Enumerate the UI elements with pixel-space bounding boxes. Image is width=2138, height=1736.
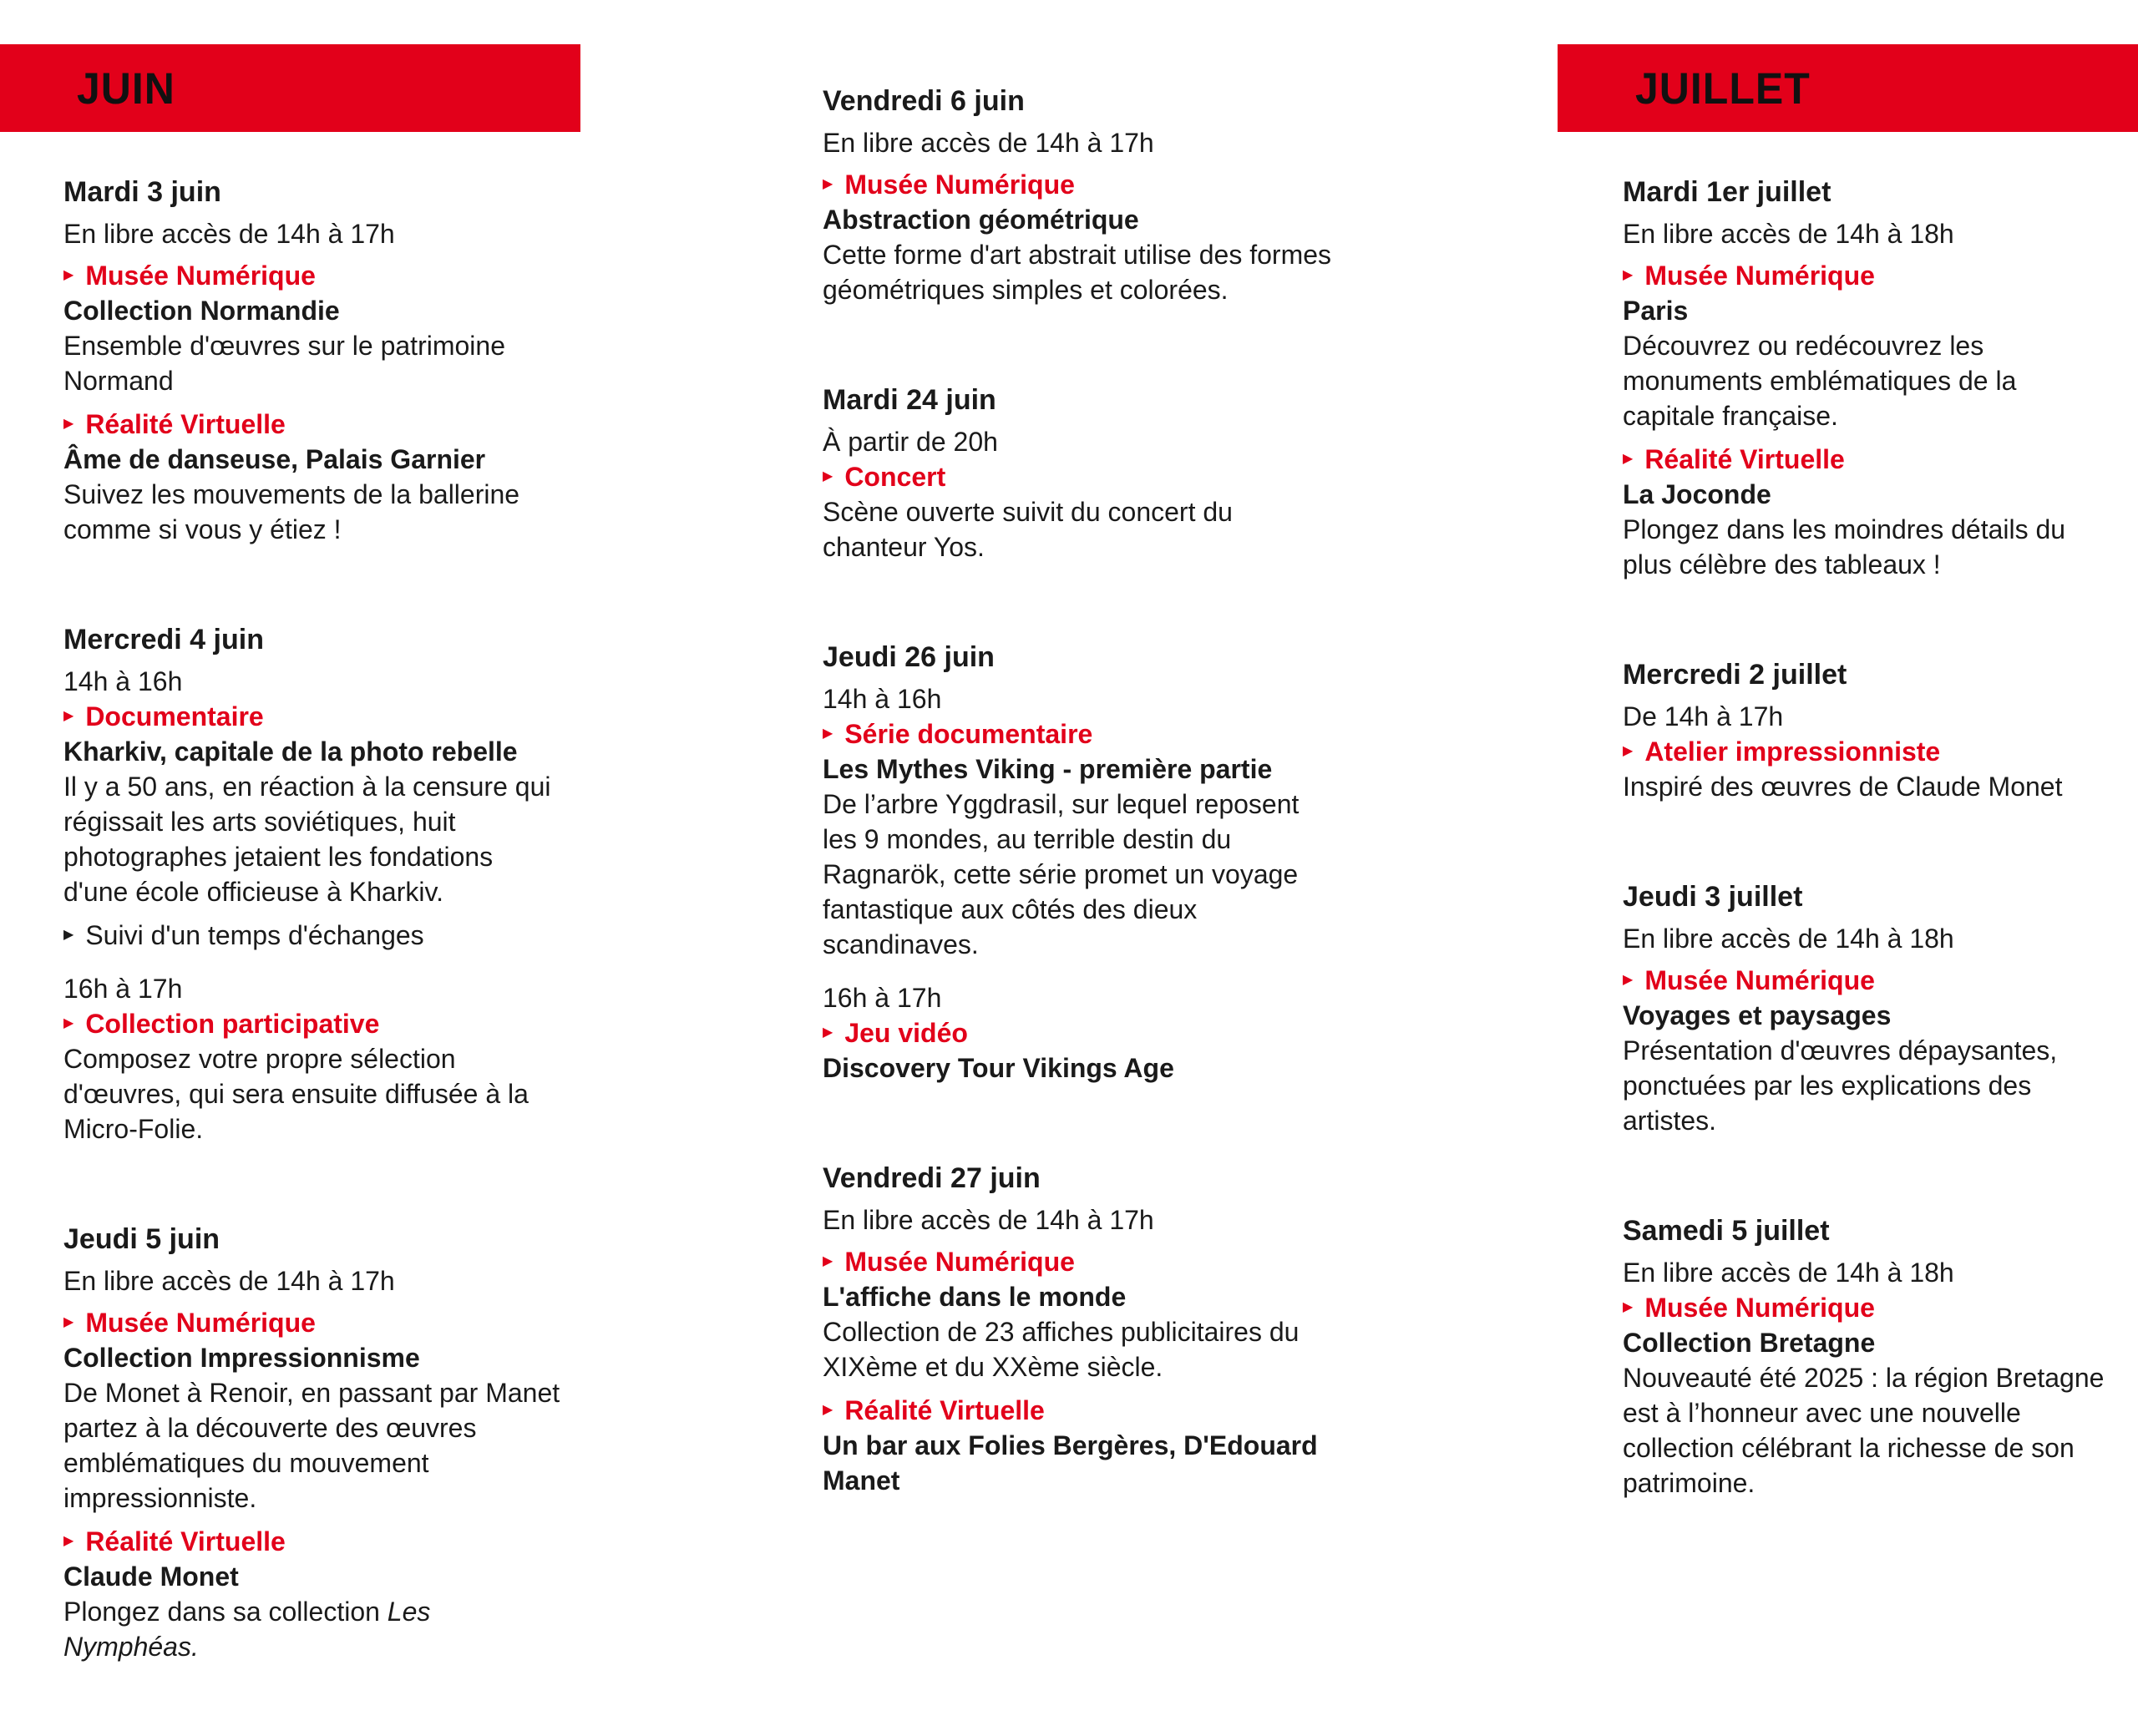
triangle-right-icon: ▶	[63, 1016, 74, 1030]
activity-title: Paris	[1623, 296, 1689, 326]
triangle-right-icon: ▶	[1623, 744, 1634, 758]
triangle-right-icon: ▶	[1623, 973, 1634, 987]
activity-title: Âme de danseuse, Palais Garnier	[63, 444, 486, 474]
activity-title: Un bar aux Folies Bergères, D'Edouard Manet	[823, 1430, 1318, 1496]
event-day	[63, 1218, 565, 1664]
activity-description: Suivez les mouvements de la ballerine comme si vous y étiez !	[63, 479, 520, 544]
day-title: Mardi 3 juin	[63, 176, 221, 208]
activity-description: Plongez dans les moindres détails du plus célèbre des tableaux !	[1623, 514, 2066, 580]
day-title: Mardi 24 juin	[823, 384, 996, 416]
event-time: En libre accès de 14h à 18h	[1623, 1258, 1954, 1288]
event-time: En libre accès de 14h à 17h	[823, 128, 1154, 158]
triangle-right-icon: ▶	[63, 417, 74, 431]
activity-description: Découvrez ou redécouvrez les monuments emblématiques de la capitale française.	[1623, 331, 2017, 431]
triangle-right-icon: ▶	[823, 469, 833, 483]
activity-category: ▶ Musée Numérique	[1623, 963, 2115, 998]
activity-note: ▶ Suivi d'un temps d'échanges	[63, 918, 565, 953]
event-day	[823, 80, 1340, 307]
activity-category: ▶ Réalité Virtuelle	[823, 1393, 1340, 1428]
activity-description: Nouveauté été 2025 : la région Bretagne est à l’honneur avec une nouvelle collection célébrant la richesse de son patrimoine.	[1623, 1363, 2105, 1498]
activity-title: Kharkiv, capitale de la photo rebelle	[63, 736, 518, 767]
activity-description: Composez votre propre sélection d'œuvres, qui sera ensuite diffusée à la Micro-Folie.	[63, 1044, 529, 1144]
activity-description: Collection de 23 affiches publicitaires du XIXème et du XXème siècle.	[823, 1317, 1300, 1382]
triangle-right-icon: ▶	[1623, 452, 1634, 466]
day-title: Jeudi 3 juillet	[1623, 881, 1803, 913]
activity-category: ▶ Musée Numérique	[63, 258, 565, 293]
triangle-right-icon: ▶	[63, 268, 74, 282]
june-column-1	[63, 171, 565, 1736]
activity-description: Inspiré des œuvres de Claude Monet	[1623, 772, 2063, 802]
july-heading: JUILLET	[1635, 63, 1811, 113]
triangle-right-icon: ▶	[823, 1254, 833, 1268]
activity-description: Plongez dans sa collection Les Nymphéas.	[63, 1597, 431, 1662]
event-time: En libre accès de 14h à 18h	[1623, 219, 1954, 249]
activity-category: ▶ Collection participative	[63, 1006, 565, 1041]
event-day	[823, 636, 1340, 1086]
event-time: 14h à 16h	[63, 666, 183, 696]
event-day	[63, 171, 565, 547]
activity	[63, 258, 565, 398]
activity-description: Scène ouverte suivit du concert du chanteur Yos.	[823, 497, 1233, 562]
activity-description: Présentation d'œuvres dépaysantes, ponctuées par les explications des artistes.	[1623, 1035, 2058, 1136]
day-title: Mardi 1er juillet	[1623, 176, 1831, 208]
activity	[63, 407, 565, 547]
activity-category: ▶ Musée Numérique	[823, 167, 1340, 202]
activity-description: De l’arbre Yggdrasil, sur lequel reposent les 9 mondes, au terrible destin du Ragnarök, cette série promet un voyage fantastique aux côtés des dieux scandinaves.	[823, 789, 1300, 959]
june-banner	[0, 44, 580, 132]
activity-title: Collection Impressionnisme	[63, 1343, 420, 1373]
triangle-right-icon: ▶	[63, 928, 74, 942]
activity	[823, 1244, 1340, 1384]
day-title: Mercredi 2 juillet	[1623, 659, 1847, 691]
event-day	[823, 1157, 1340, 1498]
activity-category: ▶ Documentaire	[63, 699, 565, 734]
activity-title: Abstraction géométrique	[823, 205, 1139, 235]
event-day	[1623, 1210, 2115, 1501]
triangle-right-icon: ▶	[823, 177, 833, 191]
triangle-right-icon: ▶	[823, 726, 833, 741]
activity-category: ▶ Concert	[823, 459, 1340, 494]
activity-category: ▶ Musée Numérique	[1623, 1290, 2115, 1325]
activity	[1623, 442, 2115, 582]
event-time: 16h à 17h	[823, 983, 942, 1013]
day-title: Vendredi 27 juin	[823, 1162, 1041, 1194]
activity-category: ▶ Musée Numérique	[1623, 258, 2115, 293]
activity-title: Claude Monet	[63, 1561, 239, 1592]
activity-description: Il y a 50 ans, en réaction à la censure qui régissait les arts soviétiques, huit photographes jetaient les fondations d'une école officieuse à Kharkiv.	[63, 772, 551, 907]
activity-description: Ensemble d'œuvres sur le patrimoine Normand	[63, 331, 505, 396]
activity-description: Cette forme d'art abstrait utilise des formes géométriques simples et colorées.	[823, 240, 1332, 305]
event-time: En libre accès de 14h à 17h	[823, 1205, 1154, 1235]
activity-description: De Monet à Renoir, en passant par Manet partez à la découverte des œuvres emblématiques du mouvement impressionniste.	[63, 1378, 560, 1513]
event-time: En libre accès de 14h à 17h	[63, 219, 395, 249]
event-time: 16h à 17h	[63, 974, 183, 1004]
activity-category: ▶ Atelier impressionniste	[1623, 734, 2115, 769]
activity-title: Discovery Tour Vikings Age	[823, 1053, 1174, 1083]
triangle-right-icon: ▶	[63, 1315, 74, 1329]
activity-category: ▶ Musée Numérique	[823, 1244, 1340, 1279]
event-day	[823, 379, 1340, 564]
day-title: Mercredi 4 juin	[63, 624, 264, 655]
activity-title: La Joconde	[1623, 479, 1771, 509]
event-day	[1623, 876, 2115, 1138]
activity-category: ▶ Série documentaire	[823, 716, 1340, 752]
triangle-right-icon: ▶	[823, 1403, 833, 1417]
event-day	[63, 619, 565, 1146]
day-title: Samedi 5 juillet	[1623, 1215, 1830, 1247]
day-title: Vendredi 6 juin	[823, 85, 1025, 117]
activity-category: ▶ Réalité Virtuelle	[63, 1524, 565, 1559]
activity-category: ▶ Musée Numérique	[63, 1305, 565, 1340]
triangle-right-icon: ▶	[1623, 268, 1634, 282]
activity-category: ▶ Réalité Virtuelle	[63, 407, 565, 442]
activity-title: Voyages et paysages	[1623, 1000, 1892, 1030]
event-day	[1623, 171, 2115, 582]
day-title: Jeudi 26 juin	[823, 641, 995, 673]
day-title: Jeudi 5 juin	[63, 1223, 220, 1255]
triangle-right-icon: ▶	[1623, 1300, 1634, 1314]
event-time: À partir de 20h	[823, 427, 998, 457]
event-time: En libre accès de 14h à 17h	[63, 1266, 395, 1296]
triangle-right-icon: ▶	[63, 1534, 74, 1548]
triangle-right-icon: ▶	[63, 709, 74, 723]
activity-category: ▶ Réalité Virtuelle	[1623, 442, 2115, 477]
activity-title: Collection Normandie	[63, 296, 340, 326]
june-heading: JUIN	[77, 63, 175, 113]
event-time: De 14h à 17h	[1623, 701, 1784, 731]
activity	[1623, 258, 2115, 433]
activity-title: L'affiche dans le monde	[823, 1282, 1127, 1312]
july-column	[1623, 171, 2115, 1572]
event-time: En libre accès de 14h à 18h	[1623, 924, 1954, 954]
event-day	[1623, 654, 2115, 804]
activity-title: Collection Bretagne	[1623, 1328, 1876, 1358]
activity	[63, 1524, 565, 1664]
activity	[823, 1393, 1340, 1498]
activity-title: Les Mythes Viking - première partie	[823, 754, 1273, 784]
triangle-right-icon: ▶	[823, 1025, 833, 1040]
activity	[63, 1305, 565, 1516]
event-time: 14h à 16h	[823, 684, 942, 714]
july-banner	[1558, 44, 2138, 132]
activity-category: ▶ Jeu vidéo	[823, 1015, 1340, 1050]
june-column-2	[823, 80, 1340, 1570]
